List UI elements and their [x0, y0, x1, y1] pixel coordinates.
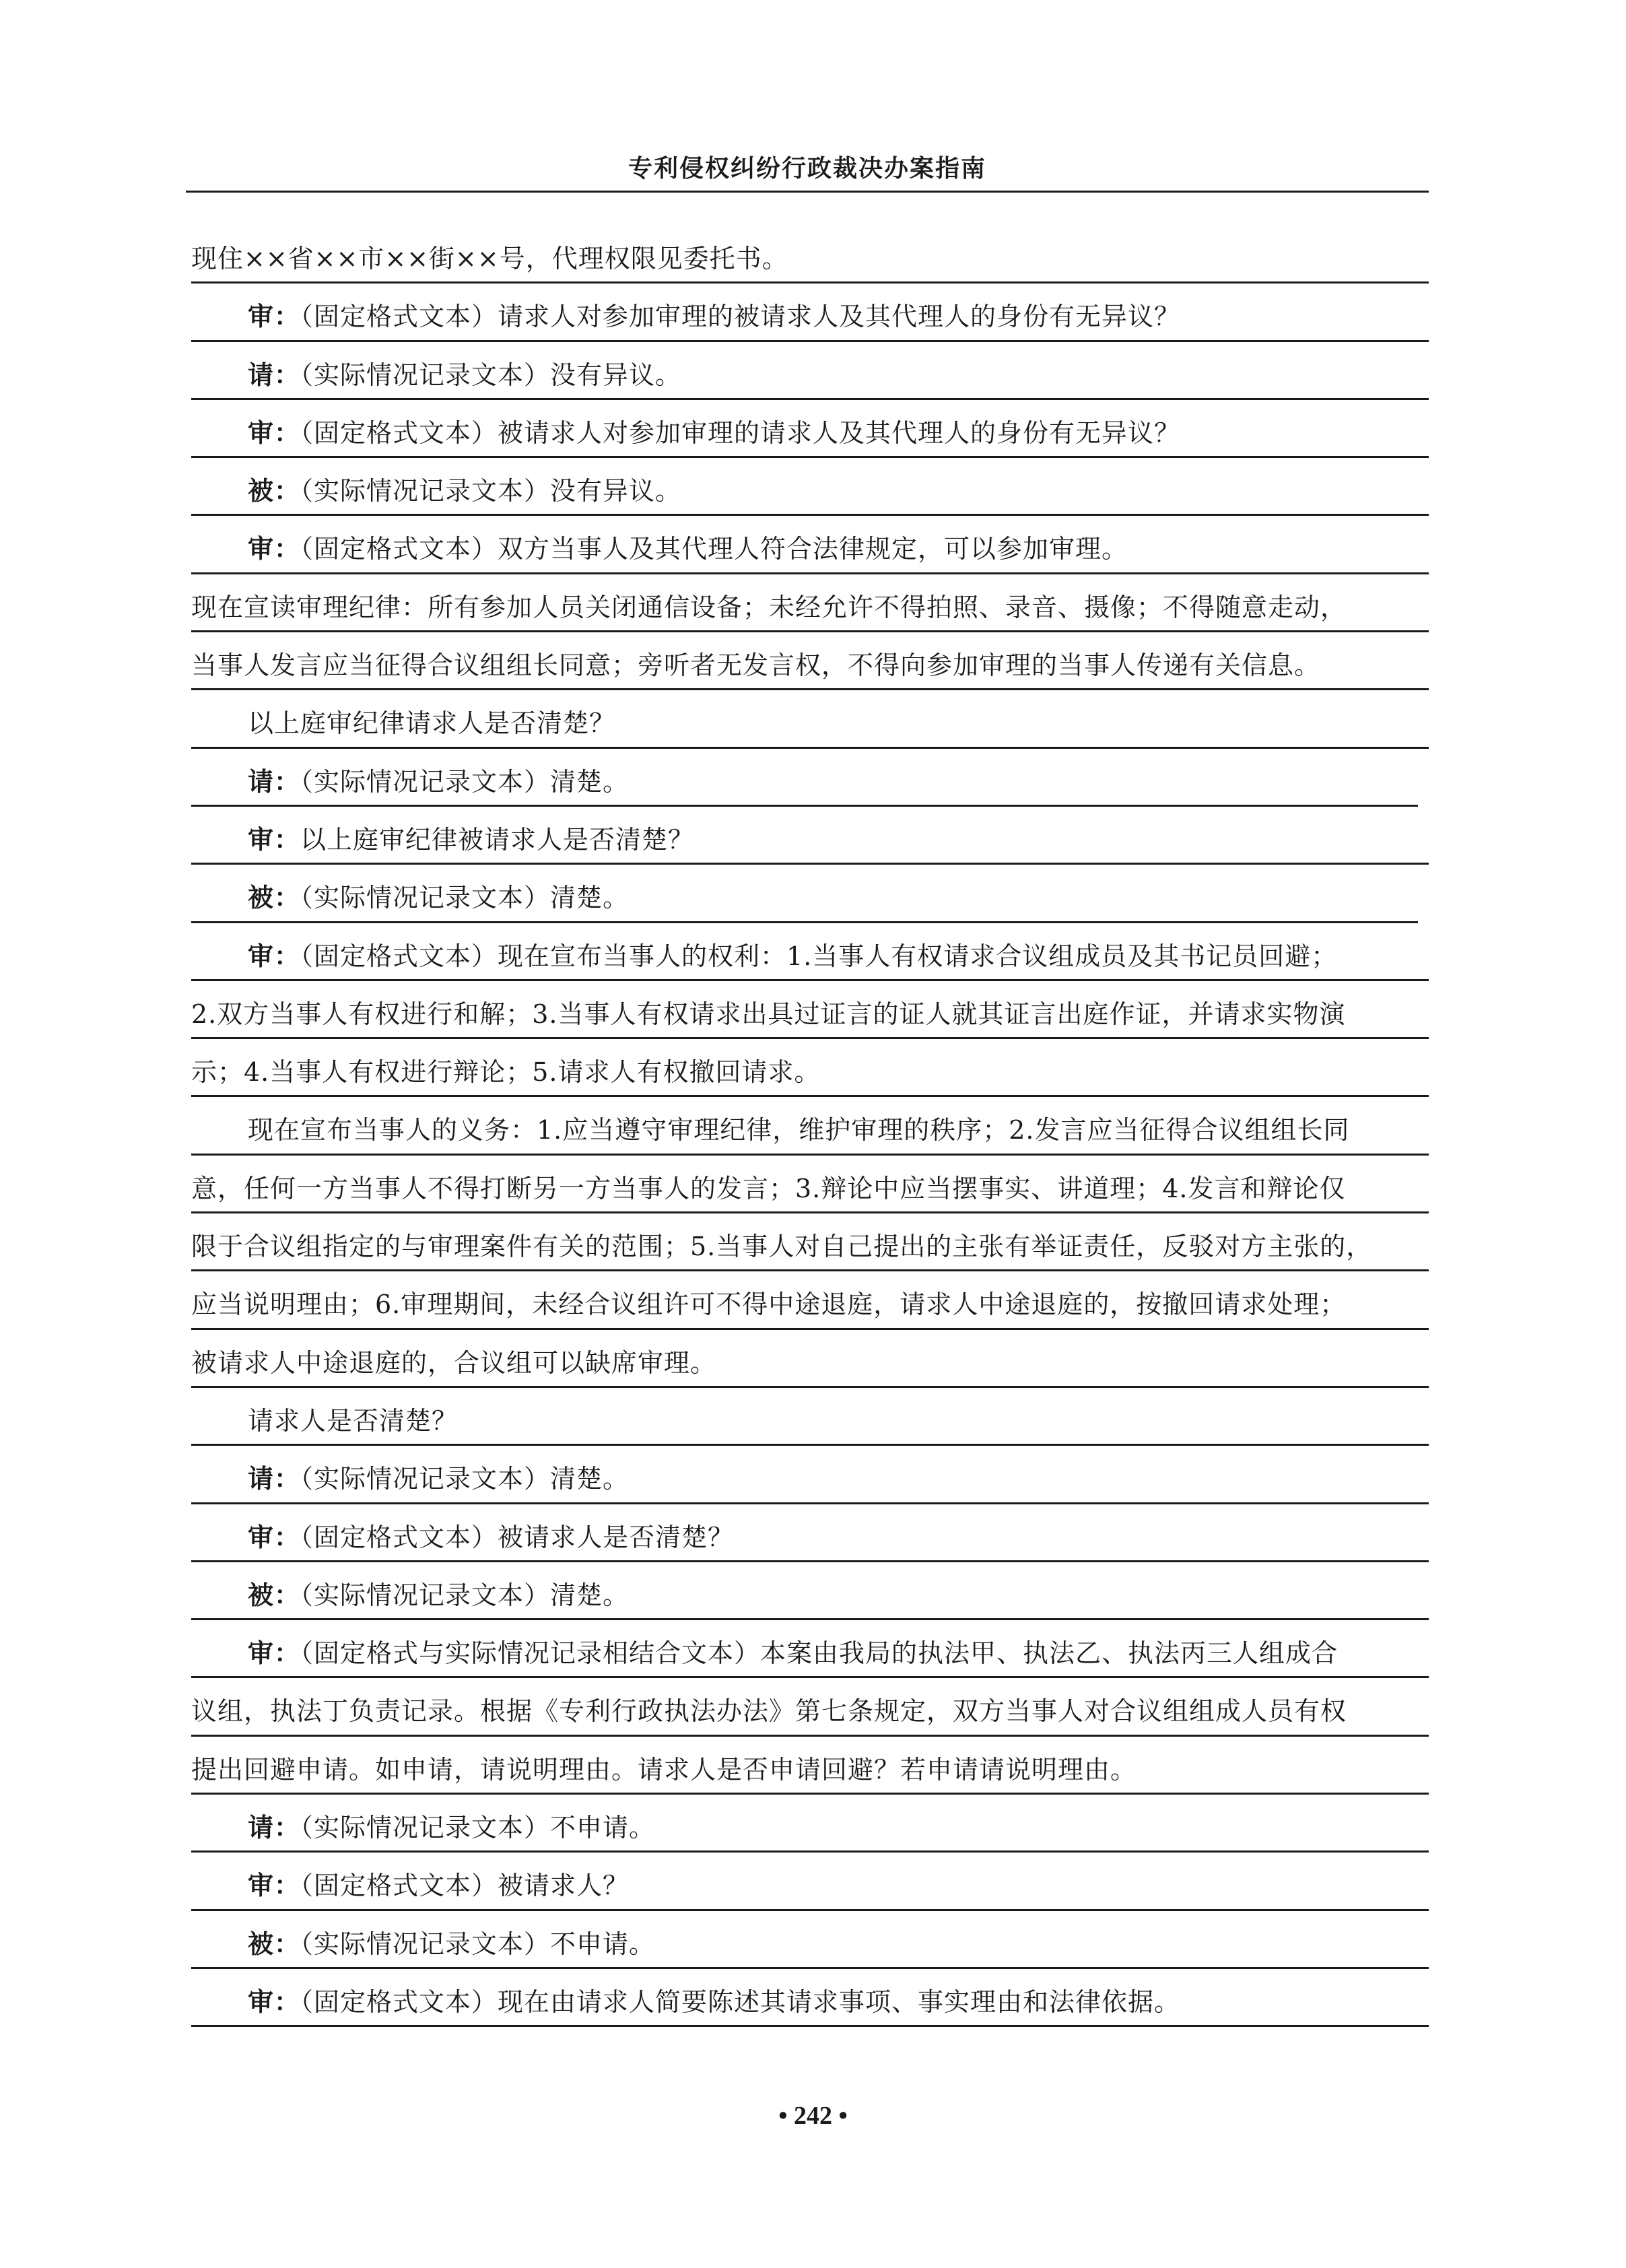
speaker-label: 审：: [248, 1638, 301, 1669]
speaker-label: 审：: [248, 534, 301, 564]
line-text: （实际情况记录文本）不申请。: [300, 1813, 656, 1843]
line-text: （实际情况记录文本）清楚。: [300, 766, 630, 797]
transcript-line: [191, 1039, 1429, 1097]
line-text: 被请求人中途退庭的，合议组可以缺席审理。: [191, 1347, 717, 1378]
line-text: 现在宣布当事人的义务：1.应当遵守审理纪律，维护审理的秩序；2.发言应当征得合议组组长同: [248, 1115, 1350, 1145]
line-text: （实际情况记录文本）清楚。: [300, 883, 630, 913]
speaker-label: 审：: [248, 418, 301, 448]
transcript-line: [191, 1446, 1429, 1504]
speaker-label: 审：: [248, 302, 301, 332]
transcript-line: [191, 1097, 1429, 1155]
line-text: （固定格式文本）被请求人对参加审理的请求人及其代理人的身份有无异议？: [300, 418, 1181, 448]
speaker-label: 审：: [248, 1987, 301, 2017]
line-text: （实际情况记录文本）没有异议。: [300, 476, 682, 506]
transcript-line: [191, 226, 1429, 284]
line-text: （固定格式文本）现在宣布当事人的权利：1.当事人有权请求合议组成员及其书记员回避；: [300, 941, 1338, 971]
transcript-line: [191, 1271, 1429, 1329]
line-text: （固定格式文本）被请求人是否清楚？: [300, 1522, 735, 1552]
line-text: 意，任何一方当事人不得打断另一方当事人的发言；3.辩论中应当摆事实、讲道理；4.发言和辩论仅: [191, 1173, 1346, 1203]
speaker-label: 审：: [248, 1522, 301, 1552]
transcript-line: [191, 690, 1429, 748]
line-text: （固定格式文本）被请求人？: [300, 1871, 630, 1901]
line-text: （固定格式文本）请求人对参加审理的被请求人及其代理人的身份有无异议？: [300, 302, 1181, 332]
header-rule: [186, 191, 1429, 193]
transcript-line: [191, 981, 1429, 1039]
transcript-line: [191, 1330, 1429, 1388]
line-text: 限于合议组指定的与审理案件有关的范围；5.当事人对自己提出的主张有举证责任，反驳对方主张的，: [191, 1232, 1373, 1262]
speaker-label: 请：: [248, 1813, 301, 1843]
transcript-line: [191, 284, 1429, 341]
transcript-line: [191, 632, 1429, 690]
line-text: （实际情况记录文本）清楚。: [300, 1464, 630, 1494]
line-text: 当事人发言应当征得合议组组长同意；旁听者无发言权，不得向参加审理的当事人传递有关信息。: [191, 651, 1321, 681]
page-number: • 242 •: [778, 2102, 848, 2130]
transcript-line: [191, 1156, 1429, 1213]
line-text: （实际情况记录文本）不申请。: [300, 1929, 656, 1959]
transcript-line: [191, 1911, 1429, 1969]
transcript-line: [191, 574, 1429, 632]
speaker-label: 被：: [248, 1580, 301, 1610]
transcript-line: [191, 400, 1429, 458]
speaker-label: 被：: [248, 476, 301, 506]
line-text: 以上庭审纪律请求人是否清楚？: [248, 708, 616, 739]
line-text: （实际情况记录文本）没有异议。: [300, 360, 682, 390]
line-text: （实际情况记录文本）清楚。: [300, 1580, 630, 1610]
line-text: 请求人是否清楚？: [248, 1405, 459, 1436]
line-text: 应当说明理由；6.审理期间，未经合议组许可不得中途退庭，请求人中途退庭的，按撤回请求处理；: [191, 1290, 1347, 1320]
transcript-line: [191, 1678, 1429, 1736]
speaker-label: 请：: [248, 1464, 301, 1494]
transcript-line: [191, 458, 1429, 516]
transcript-line: [191, 516, 1429, 574]
transcript-line: [191, 1620, 1429, 1678]
speaker-label: 审：: [248, 1871, 301, 1901]
line-text: 2.双方当事人有权进行和解；3.当事人有权请求出具过证言的证人就其证言出庭作证，并请求实物演: [191, 999, 1346, 1029]
transcript-line: [191, 1969, 1429, 2027]
transcript-line: [191, 865, 1418, 923]
speaker-label: 被：: [248, 1929, 301, 1959]
transcript-line: [191, 1504, 1429, 1562]
speaker-label: 被：: [248, 883, 301, 913]
transcript-line: [191, 923, 1429, 981]
line-text: 现在宣读审理纪律：所有参加人员关闭通信设备；未经允许不得拍照、录音、摄像；不得随意走动，: [191, 592, 1347, 622]
line-text: 现住××省××市××街××号，代理权限见委托书。: [191, 244, 788, 273]
line-text: 示；4.当事人有权进行辩论；5.请求人有权撤回请求。: [191, 1057, 821, 1088]
transcript-line: [191, 1853, 1429, 1910]
line-text: （固定格式文本）双方当事人及其代理人符合法律规定，可以参加审理。: [300, 534, 1128, 564]
transcript-line: [191, 1737, 1429, 1795]
line-text: 以上庭审纪律被请求人是否清楚？: [300, 824, 695, 855]
running-header: 专利侵权纠纷行政裁决办案指南: [628, 155, 986, 182]
transcript-line: [191, 807, 1429, 865]
speaker-label: 请：: [248, 360, 301, 390]
transcript-line: [191, 1562, 1429, 1620]
line-text: 提出回避申请。如申请，请说明理由。请求人是否申请回避？若申请请说明理由。: [191, 1754, 1137, 1785]
speaker-label: 审：: [248, 824, 301, 855]
transcript-line: [191, 1795, 1429, 1853]
speaker-label: 请：: [248, 766, 301, 797]
speaker-label: 审：: [248, 941, 301, 971]
transcript-line: [191, 1388, 1429, 1446]
transcript-line: [191, 342, 1429, 400]
transcript-line: [191, 1213, 1429, 1271]
transcript-body: [191, 226, 1429, 2027]
line-text: 议组，执法丁负责记录。根据《专利行政执法办法》第七条规定，双方当事人对合议组组成人员有权: [191, 1696, 1347, 1727]
line-text: （固定格式与实际情况记录相结合文本）本案由我局的执法甲、执法乙、执法丙三人组成合: [300, 1638, 1339, 1669]
transcript-line: [191, 749, 1418, 807]
line-text: （固定格式文本）现在由请求人简要陈述其请求事项、事实理由和法律依据。: [300, 1987, 1181, 2017]
